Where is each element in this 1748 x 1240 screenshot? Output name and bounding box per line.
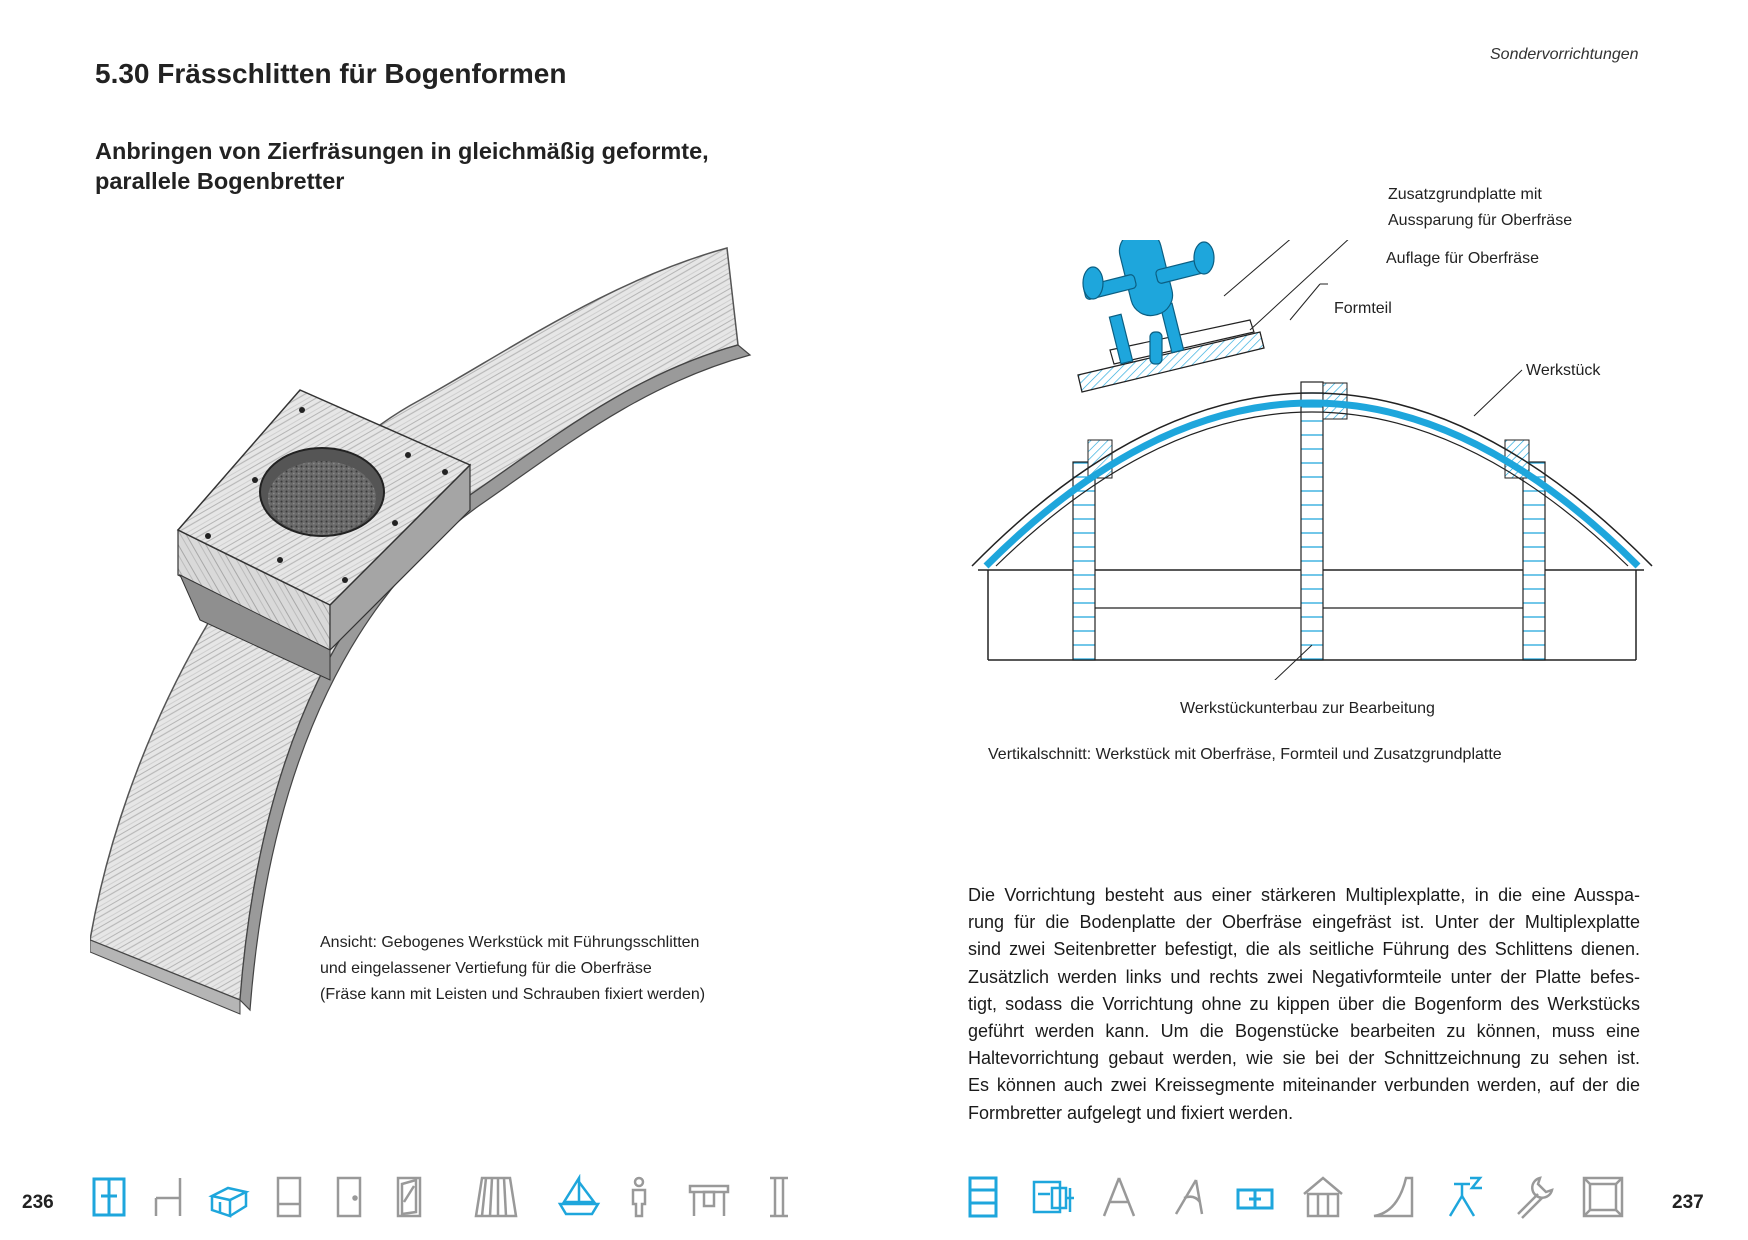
body-line: Haltevorrichtung gebaut werden, wie sie bei der Schnittzeichnung zu sehen ist. — [968, 1048, 1640, 1069]
glass-door-icon[interactable] — [386, 1174, 432, 1220]
label-zusatzgrundplatte-line2: Aussparung für Oberfräse — [1388, 212, 1573, 229]
label-auflage: Auflage für Oberfräse — [1386, 250, 1539, 267]
door-icon[interactable] — [326, 1174, 372, 1220]
shelf-icon[interactable] — [960, 1174, 1006, 1220]
section-title: 5.30 Frässchlitten für Bogenformen — [95, 58, 567, 89]
label-formteil: Formteil — [1334, 300, 1392, 317]
label-werkstueck: Werkstück — [1526, 362, 1601, 379]
figure-icon[interactable] — [616, 1174, 662, 1220]
milling-icon[interactable] — [1440, 1174, 1486, 1220]
caption-line: und eingelassener Vertiefung für die Oberfräse — [320, 960, 652, 977]
running-head: Sondervorrichtungen — [1490, 46, 1639, 63]
easel-icon[interactable] — [1096, 1174, 1142, 1220]
page-number-left: 236 — [22, 1192, 54, 1213]
caption-line: (Fräse kann mit Leisten und Schrauben fixiert werden) — [320, 986, 706, 1003]
column-icon[interactable] — [756, 1174, 802, 1220]
box-joint-icon[interactable] — [206, 1174, 252, 1220]
body-line: Es können auch zwei Kreissegmente miteinander verbunden werden, auf der die — [968, 1075, 1640, 1096]
slats-icon[interactable] — [472, 1174, 518, 1220]
right-figure-caption: Vertikalschnitt: Werkstück mit Oberfräse, Formteil und Zusatzgrundplatte — [988, 746, 1502, 763]
body-line: Die Vorrichtung besteht aus einer stärkeren Multiplexplatte, in die eine Ausspa- — [968, 885, 1640, 905]
compass-icon[interactable] — [1166, 1174, 1212, 1220]
body-line: sind zwei Seitenbretter befestigt, die als seitliche Führung des Schlittens dienen. — [968, 939, 1640, 960]
chair-frame-icon[interactable] — [146, 1174, 192, 1220]
drill-press-icon[interactable] — [1030, 1174, 1076, 1220]
wrench-icon[interactable] — [1510, 1174, 1556, 1220]
label-unterbau: Werkstückunterbau zur Bearbeitung — [1180, 700, 1435, 717]
body-paragraph — [968, 882, 1640, 1127]
cabinet-door-icon[interactable] — [266, 1174, 312, 1220]
caption-line: Ansicht: Gebogenes Werkstück mit Führungsschlitten — [320, 934, 700, 951]
body-line: geführt werden kann. Um die Bogenstücke bearbeiten zu können, muss eine — [968, 1021, 1640, 1042]
house-icon[interactable] — [1300, 1174, 1346, 1220]
ramp-icon[interactable] — [1370, 1174, 1416, 1220]
subtitle-line: Anbringen von Zierfräsungen in gleichmäßig geformte, — [95, 138, 709, 164]
label-zusatzgrundplatte-line1: Zusatzgrundplatte mit — [1388, 186, 1542, 203]
vertical-section-drawing — [960, 240, 1660, 680]
panel-icon[interactable] — [1232, 1174, 1278, 1220]
body-line: Formbretter aufgelegt und fixiert werden. — [968, 1102, 1294, 1123]
picture-frame-icon[interactable] — [1580, 1174, 1626, 1220]
subtitle-line: parallele Bogenbretter — [95, 168, 345, 194]
table-clamp-icon[interactable] — [686, 1174, 732, 1220]
body-line: tigt, sodass die Vorrichtung ohne zu kippen über die Bogenform des Werkstücks — [968, 993, 1640, 1014]
body-line: Zusätzlich werden links und rechts zwei Negativformteile unter der Platte befes- — [968, 966, 1640, 987]
boat-icon[interactable] — [556, 1174, 602, 1220]
curved-workpiece-illustration — [90, 240, 810, 1020]
body-line: rung für die Bodenplatte der Oberfräse eingefräst ist. Unter der Multiplexplatte — [968, 912, 1640, 933]
section-subtitle — [95, 136, 709, 196]
left-figure-caption — [320, 930, 705, 1008]
page-number-right: 237 — [1672, 1192, 1704, 1213]
frame-clamp-icon[interactable] — [86, 1174, 132, 1220]
